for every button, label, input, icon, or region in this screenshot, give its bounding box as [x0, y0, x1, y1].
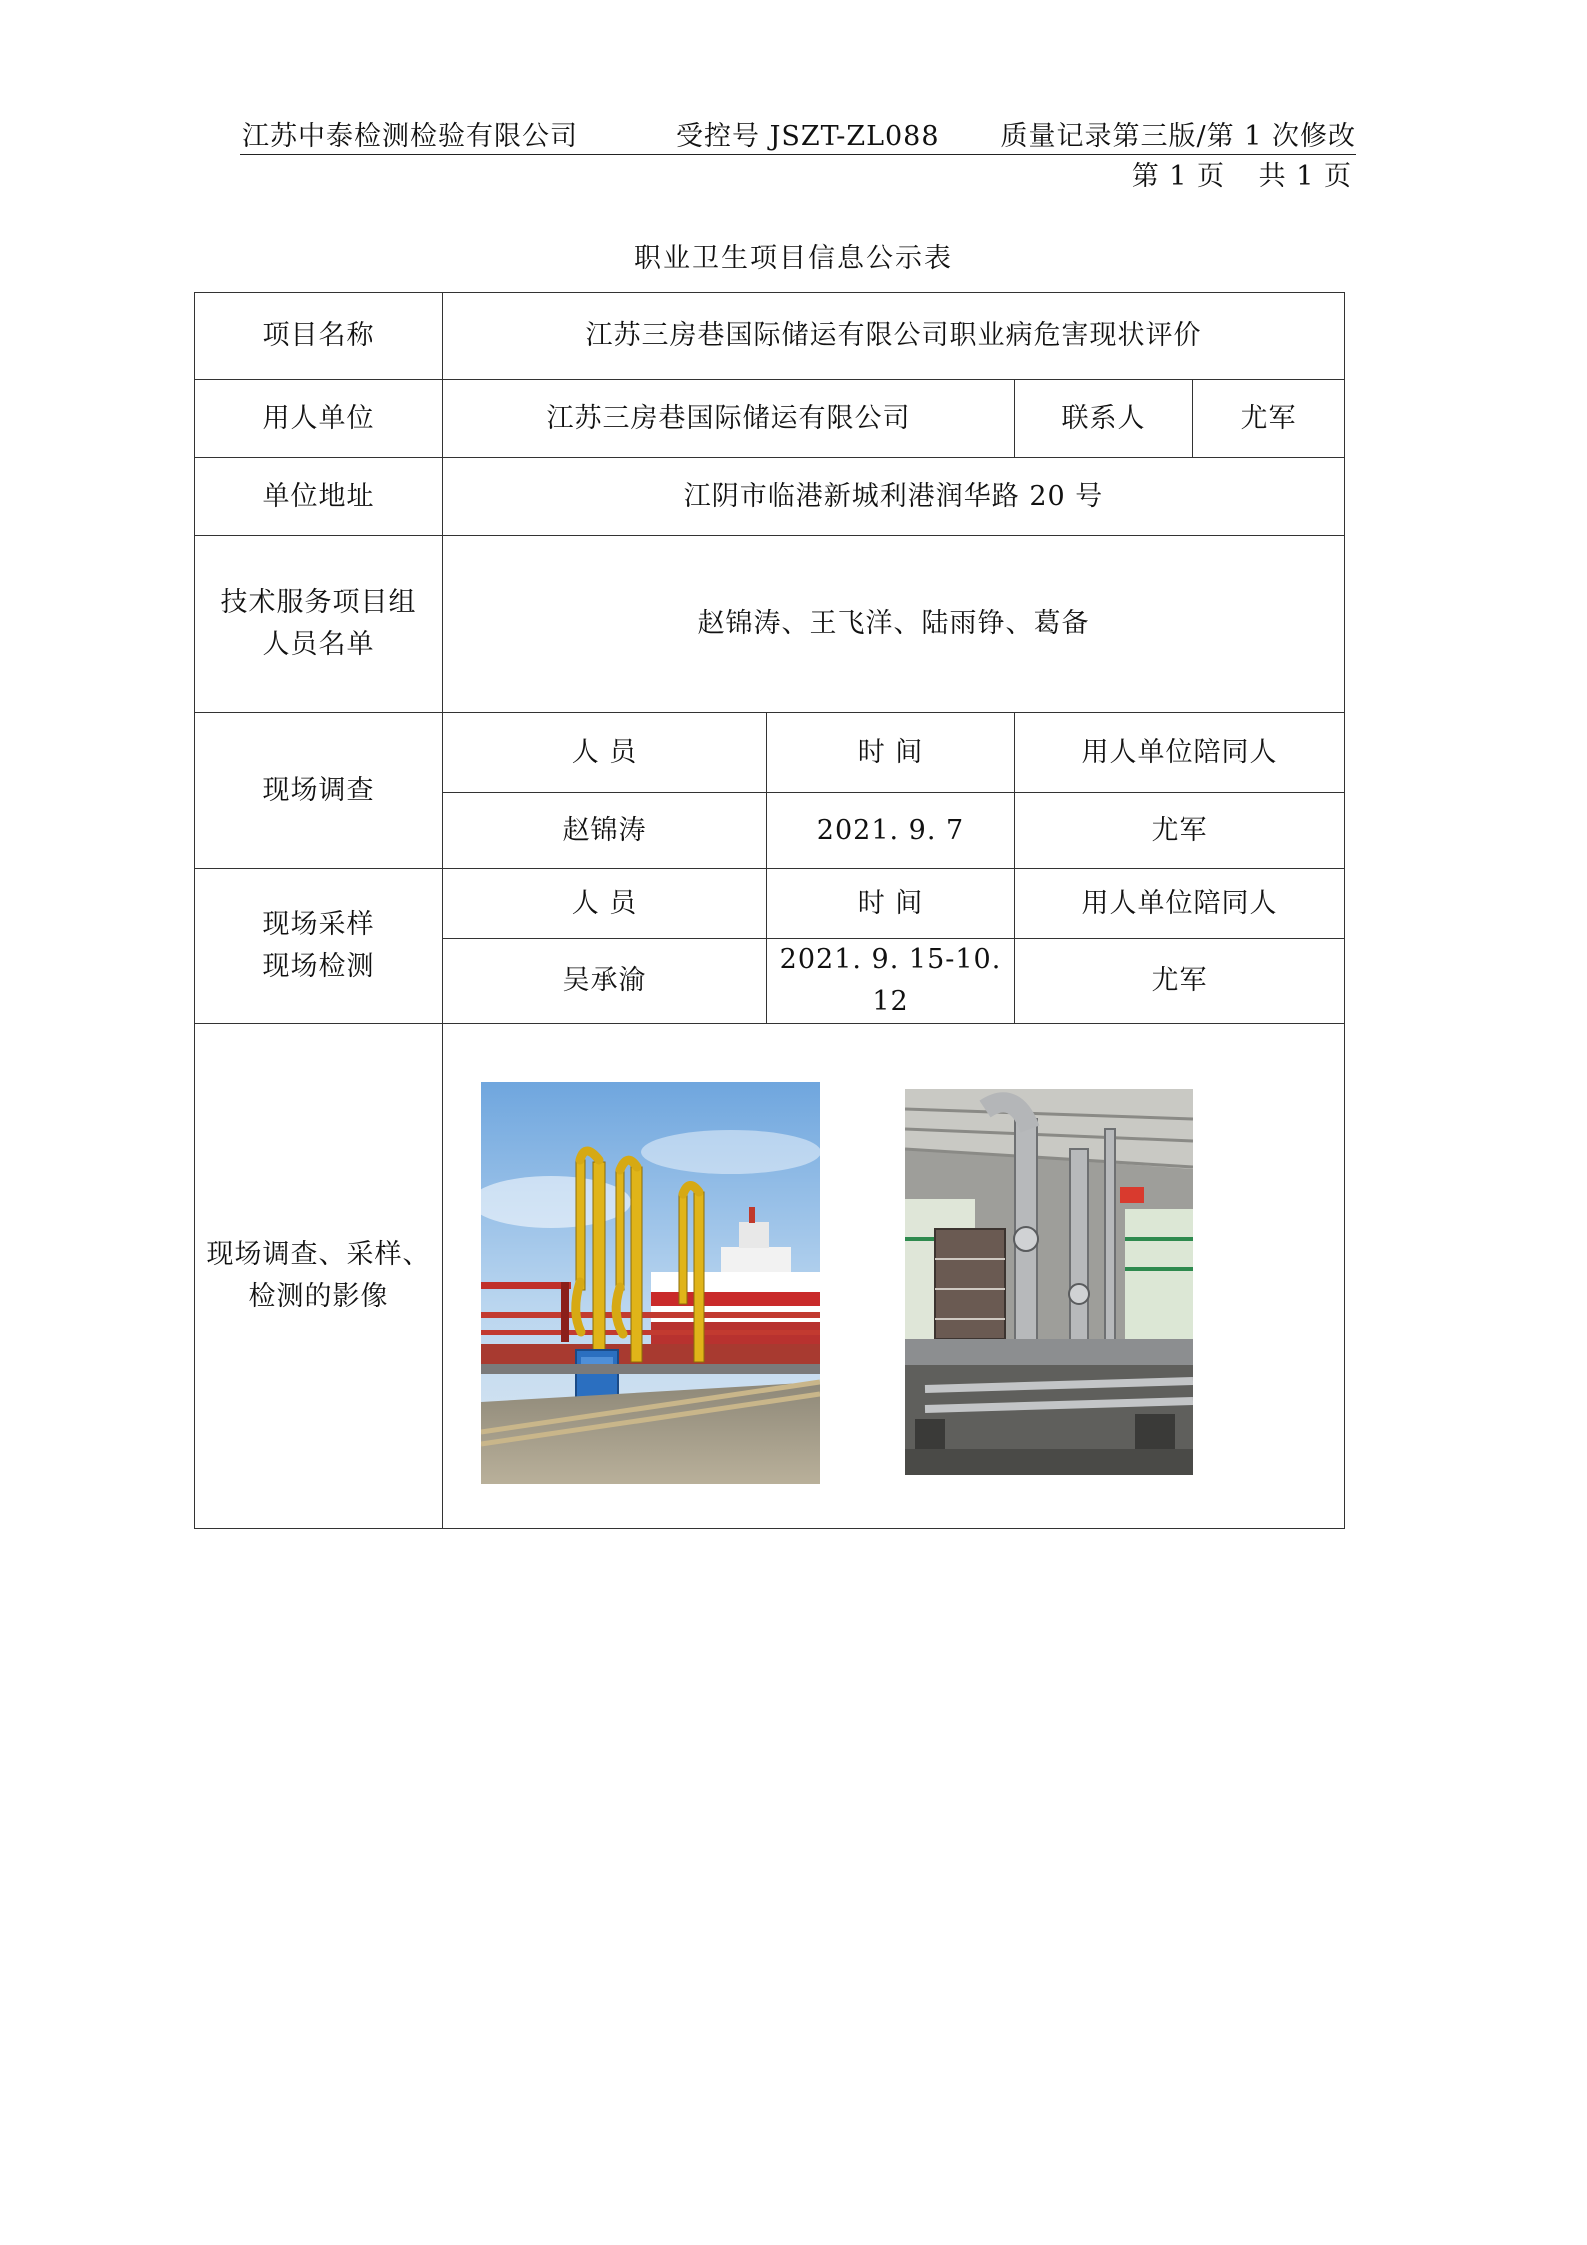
- sampling-col-time: 时 间: [767, 869, 1015, 939]
- sampling-label: [195, 869, 443, 1024]
- employer-value: 江苏三房巷国际储运有限公司: [443, 380, 1015, 458]
- survey-escort: 尤军: [1015, 793, 1345, 869]
- document-title: 职业卫生项目信息公示表: [634, 243, 953, 274]
- survey-time: 2021. 9. 7: [767, 793, 1015, 869]
- team-label-line1: 技术服务项目组: [220, 587, 417, 619]
- row-images: [195, 1023, 1345, 1528]
- team-label: [195, 536, 443, 713]
- team-value: 赵锦涛、王飞洋、陆雨铮、葛备: [443, 536, 1345, 713]
- row-team: [195, 536, 1345, 713]
- sampling-time: 2021. 9. 15-10. 12: [767, 939, 1015, 1024]
- info-table: [194, 292, 1345, 1529]
- project-name-value: 江苏三房巷国际储运有限公司职业病危害现状评价: [443, 293, 1345, 380]
- team-label-line2: 人员名单: [262, 629, 375, 660]
- contact-label: 联系人: [1015, 380, 1193, 458]
- row-sampling-header: [195, 869, 1345, 939]
- survey-person: 赵锦涛: [443, 793, 767, 869]
- sampling-escort: 尤军: [1015, 939, 1345, 1024]
- survey-label: 现场调查: [195, 713, 443, 869]
- page-info: [1132, 154, 1352, 193]
- sampling-col-escort: 用人单位陪同人: [1015, 869, 1345, 939]
- sampling-label-line2: 现场检测: [262, 950, 375, 982]
- photo-area: [443, 1024, 1344, 1528]
- images-cell: [443, 1023, 1345, 1528]
- images-label-line1: 现场调查、采样、: [206, 1238, 431, 1270]
- employer-label: 用人单位: [195, 380, 443, 458]
- row-survey-header: [195, 713, 1345, 793]
- survey-col-escort: 用人单位陪同人: [1015, 713, 1345, 793]
- sampling-label-line1: 现场采样: [262, 909, 375, 940]
- survey-col-person: 人 员: [443, 713, 767, 793]
- header-company: 江苏中泰检测检验有限公司: [242, 121, 578, 152]
- sampling-person: 吴承渝: [443, 939, 767, 1024]
- photo-loading-arms: [481, 1082, 820, 1484]
- header-record-version: 质量记录第三版/第 1 次修改: [1000, 121, 1356, 152]
- address-label: 单位地址: [195, 458, 443, 536]
- survey-col-time: 时 间: [767, 713, 1015, 793]
- row-employer: [195, 380, 1345, 458]
- row-address: [195, 458, 1345, 536]
- contact-value: 尤军: [1193, 380, 1345, 458]
- header-control-number: 受控号 JSZT-ZL088: [676, 121, 940, 152]
- page-total: 共 1 页: [1258, 161, 1352, 192]
- row-project-name: [195, 293, 1345, 380]
- images-label: [195, 1023, 443, 1528]
- address-value: 江阴市临港新城利港润华路 20 号: [443, 458, 1345, 536]
- project-name-label: 项目名称: [195, 293, 443, 380]
- photo-pipeline-valves: [905, 1089, 1193, 1475]
- sampling-col-person: 人 员: [443, 869, 767, 939]
- page-header: [240, 108, 1356, 155]
- page-current: 第 1 页: [1131, 161, 1226, 192]
- images-label-line2: 检测的影像: [248, 1280, 389, 1312]
